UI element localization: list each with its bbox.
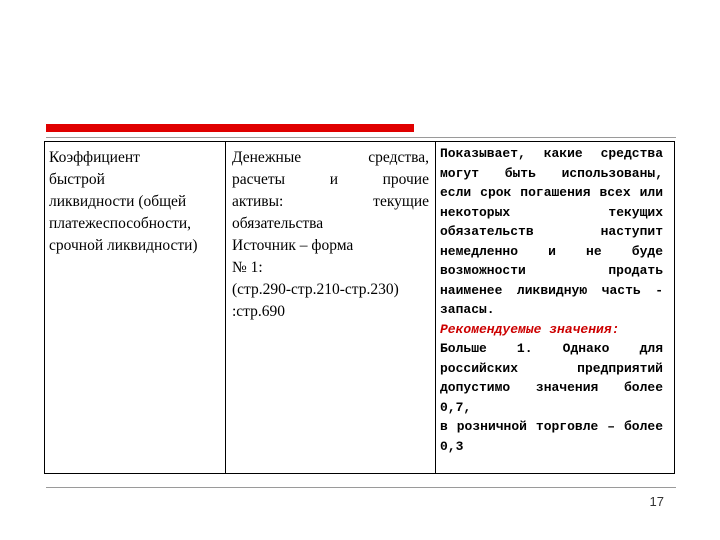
description-line: если срок погашения всех или xyxy=(440,185,663,200)
formula-line: Источник – форма xyxy=(232,237,354,254)
ratio-name-line: платежеспособности, xyxy=(49,215,192,232)
bottom-divider xyxy=(46,487,676,488)
ratio-name-line: быстрой xyxy=(49,171,105,188)
formula-line: расчеты и прочие xyxy=(232,171,429,188)
description-line: некоторых текущих xyxy=(440,204,663,220)
formula-line: :стр.690 xyxy=(232,303,286,320)
formula-line: № 1: xyxy=(232,259,263,276)
formula-line: (стр.290-стр.210-стр.230) xyxy=(232,281,399,298)
description-line: могут быть использованы, xyxy=(440,165,663,181)
description-line: наименее ликвидную часть - xyxy=(440,282,663,298)
top-divider xyxy=(46,137,676,138)
description-line: Показывает, какие средства xyxy=(440,146,663,161)
recommendation-line: Больше 1. Однако для xyxy=(440,341,663,356)
page-number: 17 xyxy=(649,494,664,509)
ratio-name-line: ликвидности (общей xyxy=(49,193,187,210)
formula-line: обязательства xyxy=(232,215,324,232)
ratio-name-line: срочной ликвидности) xyxy=(49,237,198,254)
description-line: немедленно и не буде xyxy=(440,243,663,259)
ratio-name-cell xyxy=(45,142,225,473)
recommendation-line: допустимо значения более 0,7, xyxy=(440,380,663,415)
formula-cell xyxy=(226,142,435,473)
formula-line: активы: текущие xyxy=(232,193,429,210)
recommendation-line: в розничной торговле – более xyxy=(440,419,663,434)
accent-bar xyxy=(46,124,414,132)
formula-line: Денежные средства, xyxy=(232,149,429,166)
description-line: обязательств наступит xyxy=(440,224,663,239)
interpretation-cell xyxy=(436,142,674,473)
ratio-table xyxy=(44,141,675,474)
recommended-values-label: Рекомендуемые значения: xyxy=(440,321,620,337)
ratio-name-line: Коэффициент xyxy=(49,149,140,166)
recommendation-line: российских предприятий xyxy=(440,360,663,376)
description-line: возможности продать xyxy=(440,263,663,278)
description-line: запасы. xyxy=(440,302,495,317)
recommendation-line: 0,3 xyxy=(440,438,464,454)
